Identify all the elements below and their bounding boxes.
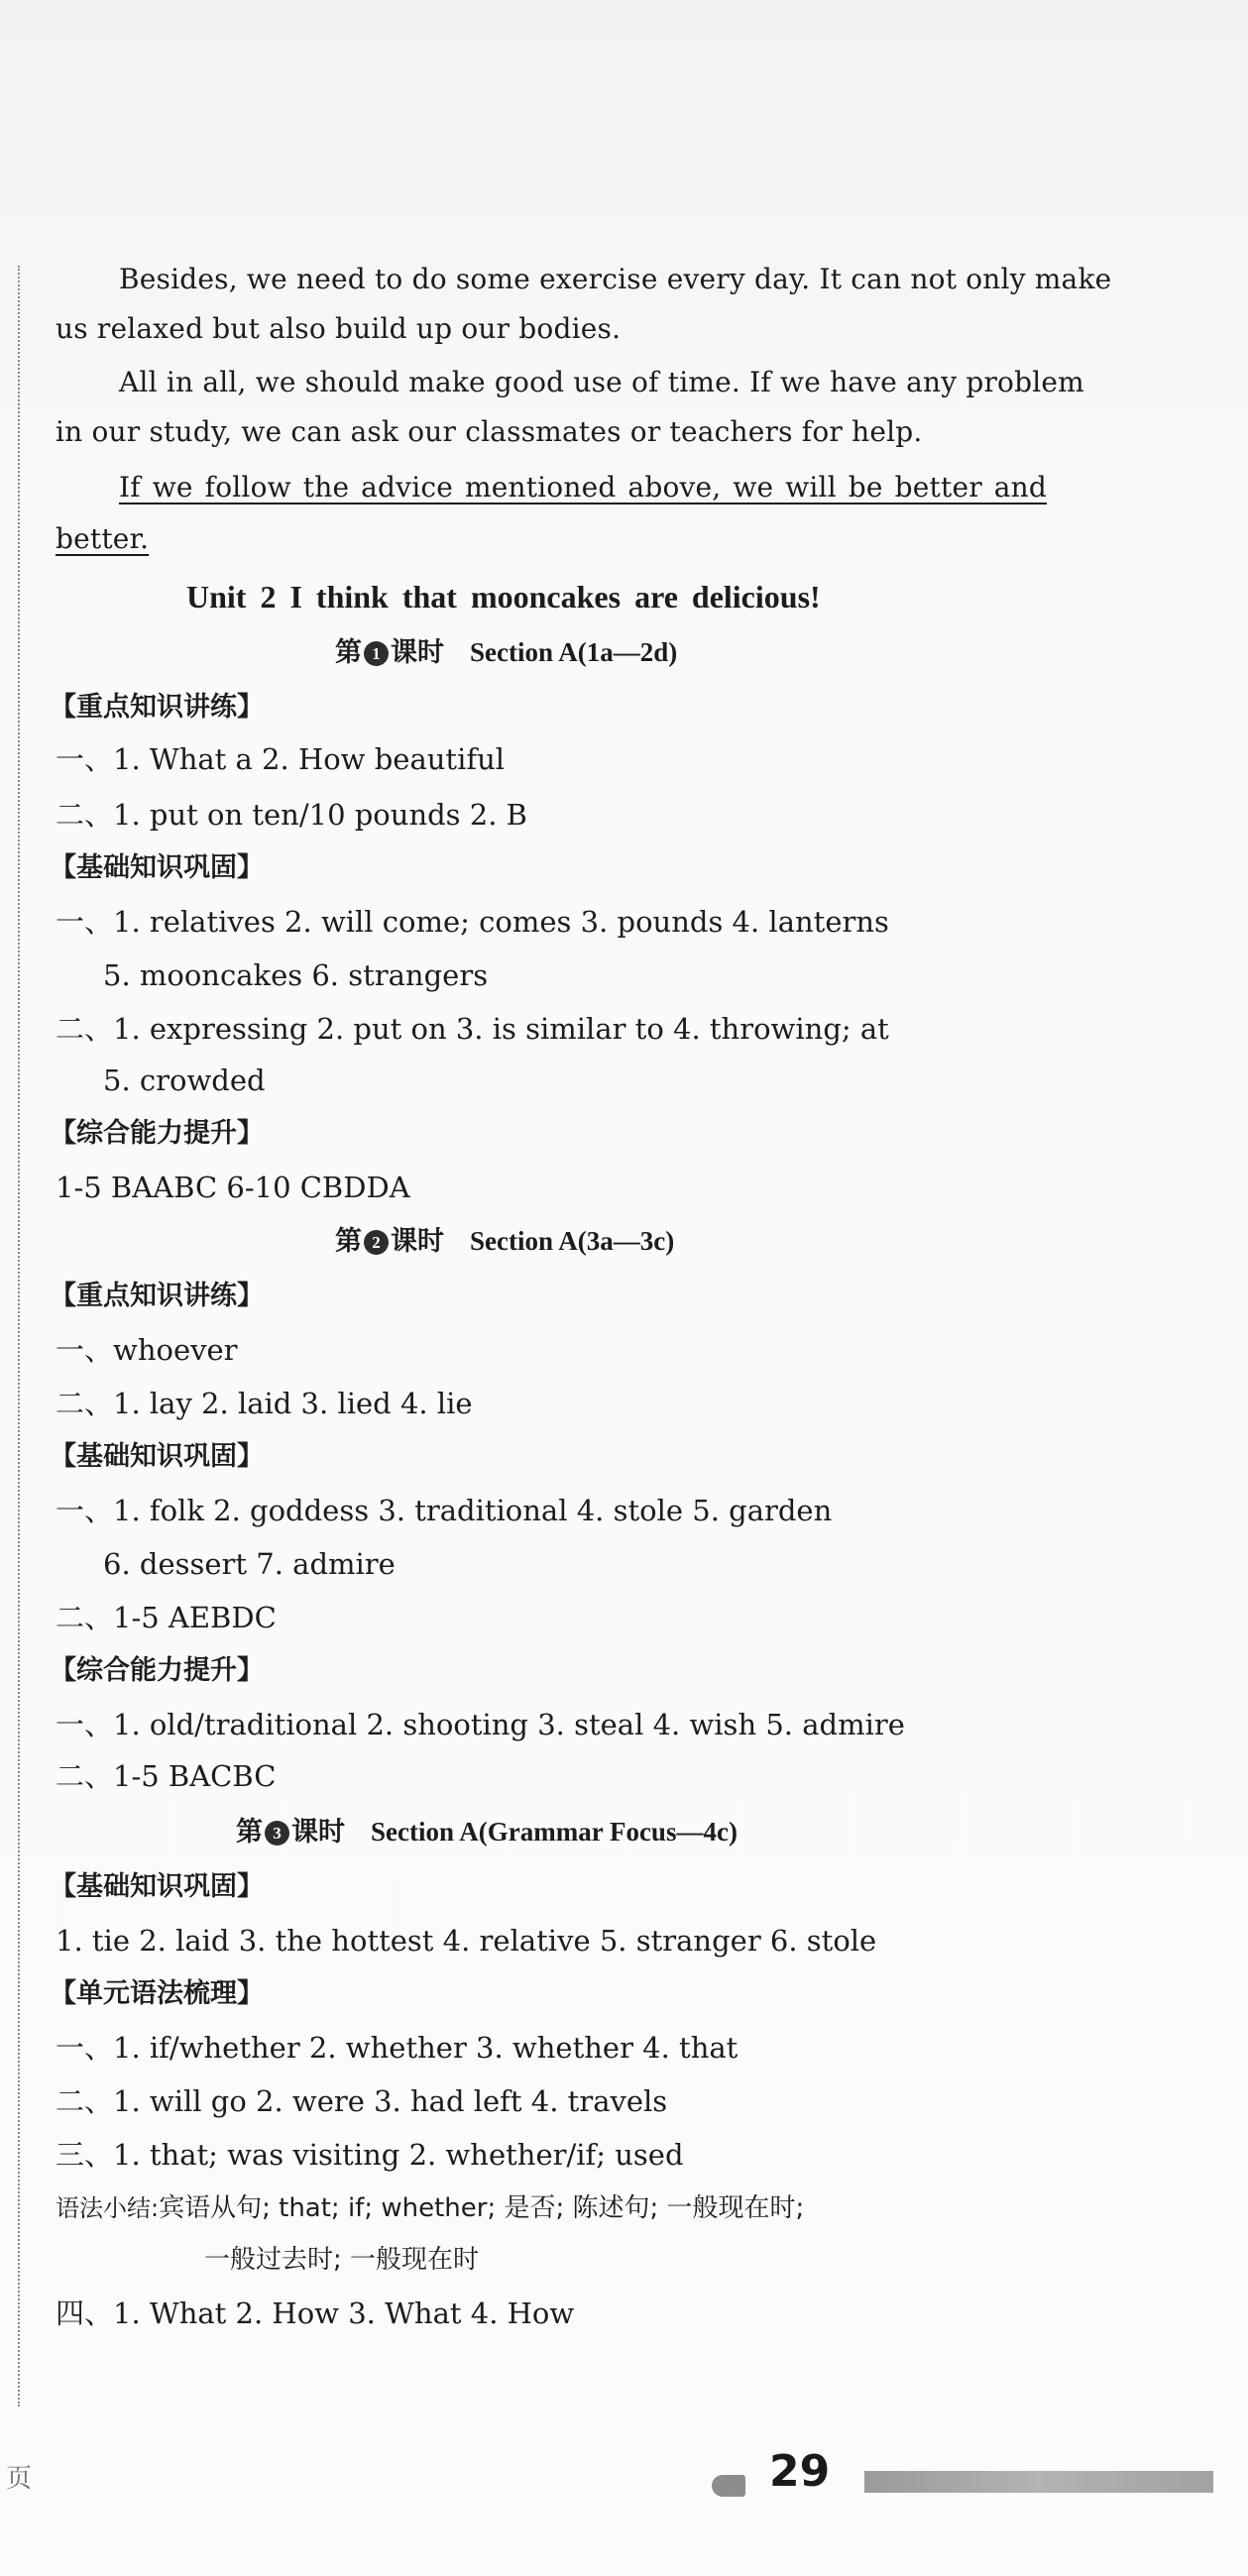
answer-line: 一、1. folk 2. goddess 3. traditional 4. stole 5. garden xyxy=(56,1494,833,1527)
section-heading: 【综合能力提升】 xyxy=(50,1118,264,1149)
essay-line: All in all, we should make good use of time. If we have any problem xyxy=(119,366,1084,398)
section-heading: 【基础知识巩固】 xyxy=(50,1871,264,1902)
lesson-number-badge: 3 xyxy=(265,1821,289,1846)
essay-line: Besides, we need to do some exercise every day. It can not only make xyxy=(119,263,1112,295)
section-heading: 【综合能力提升】 xyxy=(50,1655,264,1686)
section-heading: 【重点知识讲练】 xyxy=(50,1281,264,1311)
essay-line: us relaxed but also build up our bodies. xyxy=(56,312,622,345)
answer-line: 一、1. old/traditional 2. shooting 3. steal 4. wish 5. admire xyxy=(56,1708,905,1741)
lesson-1-heading: 第 1 课时 Section A(1a—2d) xyxy=(335,637,678,668)
page-marker-pill xyxy=(712,2475,745,2497)
answer-line: 一、whoever xyxy=(56,1333,238,1367)
footer-bar xyxy=(864,2471,1213,2493)
lesson-number-badge: 2 xyxy=(364,1230,389,1255)
essay-line-underlined: If we follow the advice mentioned above, we will be better and xyxy=(119,471,1047,504)
answer-line: 二、1. expressing 2. put on 3. is similar to 4. throwing; at xyxy=(56,1012,889,1046)
answer-line: 5. crowded xyxy=(103,1064,266,1097)
grammar-summary-cont: 一般过去时; 一般现在时 xyxy=(204,2245,480,2275)
answer-line: 1. tie 2. laid 3. the hottest 4. relative 5. stranger 6. stole xyxy=(56,1924,877,1958)
essay-line-underlined: better. xyxy=(56,522,150,555)
lesson-3-heading: 第 3 课时 Section A(Grammar Focus—4c) xyxy=(236,1817,737,1848)
section-heading: 【重点知识讲练】 xyxy=(50,692,264,723)
answer-line: 一、1. relatives 2. will come; comes 3. pounds 4. lanterns xyxy=(56,905,889,939)
answer-line: 四、1. What 2. How 3. What 4. How xyxy=(56,2296,575,2330)
answer-line: 三、1. that; was visiting 2. whether/if; used xyxy=(56,2138,684,2172)
answer-line: 二、1. put on ten/10 pounds 2. B xyxy=(56,798,527,832)
footer-left-text: 页 xyxy=(6,2464,33,2494)
essay-line: in our study, we can ask our classmates or teachers for help. xyxy=(56,415,923,448)
grammar-summary-label: 语法小结: xyxy=(56,2194,160,2222)
answer-line: 6. dessert 7. admire xyxy=(103,1547,396,1581)
answer-line: 1-5 BAABC 6-10 CBDDA xyxy=(56,1171,410,1204)
answer-line: 二、1-5 AEBDC xyxy=(56,1601,277,1634)
section-heading: 【基础知识巩固】 xyxy=(50,852,264,883)
lesson-number-badge: 1 xyxy=(364,641,389,666)
answer-line: 5. mooncakes 6. strangers xyxy=(103,958,489,992)
answer-line: 二、1. lay 2. laid 3. lied 4. lie xyxy=(56,1387,473,1420)
answer-line: 一、1. if/whether 2. whether 3. whether 4. that xyxy=(56,2031,738,2065)
unit-title xyxy=(186,577,821,616)
binding-margin-dots xyxy=(18,266,20,2407)
lesson-2-heading: 第 2 课时 Section A(3a—3c) xyxy=(335,1226,675,1257)
section-heading: 【单元语法梳理】 xyxy=(50,1978,264,2009)
answer-line: 二、1. will go 2. were 3. had left 4. travels xyxy=(56,2084,668,2118)
answer-line: 二、1-5 BACBC xyxy=(56,1759,277,1793)
unit-title-text: Unit 2 I think that mooncakes are delicious! xyxy=(186,579,821,615)
answer-line: 一、1. What a 2. How beautiful xyxy=(56,742,506,776)
page-number: 29 xyxy=(769,2446,831,2497)
section-heading: 【基础知识巩固】 xyxy=(50,1441,264,1472)
grammar-summary: 语法小结:宾语从句; that; if; whether; 是否; 陈述句; 一般现在时; xyxy=(56,2193,805,2223)
